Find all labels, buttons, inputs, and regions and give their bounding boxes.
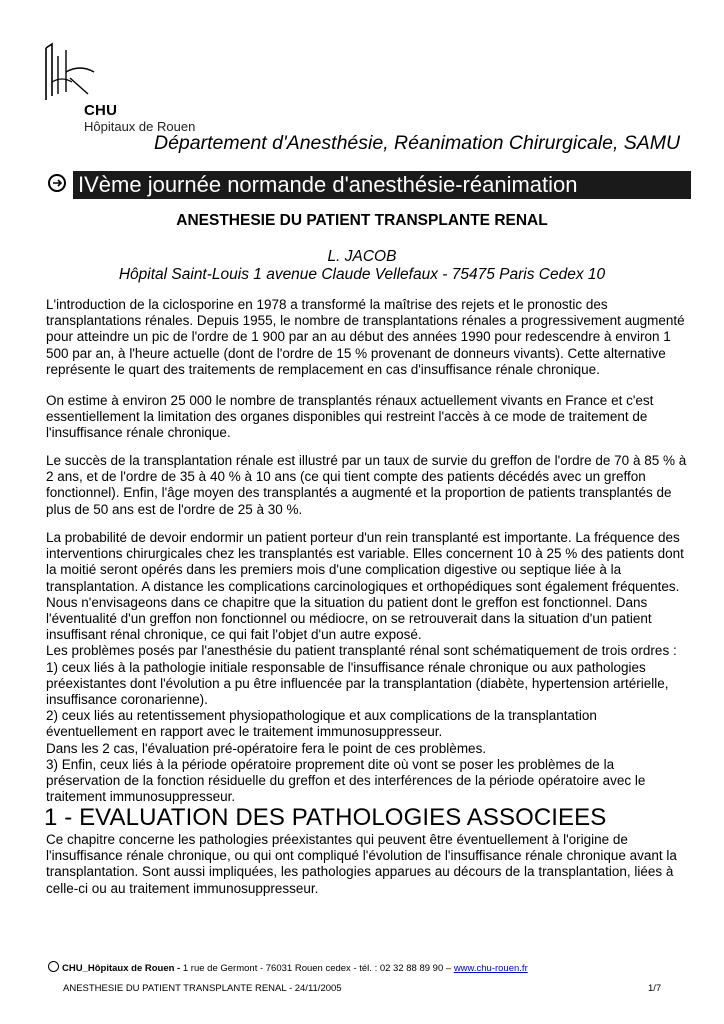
- footer-address: 1 rue de Germont - 76031 Rouen cedex - tél. : 02 32 88 89 90 –: [180, 963, 454, 974]
- article-title: ANESTHESIE DU PATIENT TRANSPLANTE RENAL: [176, 212, 548, 229]
- article-author: L. JACOB: [327, 248, 397, 265]
- paragraph-text: Ce chapitre concerne les pathologies préexistantes qui peuvent être éventuellement à l'origine de l'insuffisance rénale chronique, ou qui ont compliqué l'évolution de l'insuffisance rénale chronique avant la transplantation. Sont aussi impliquées, les pathologies apparues au décours de la transplantation, liées à celle-ci ou au traitement immunosuppresseur.: [46, 832, 677, 896]
- paragraph-probability: [46, 530, 690, 805]
- section-heading: 1 - EVALUATION DES PATHOLOGIES ASSOCIEES: [44, 804, 607, 831]
- footer-org: CHU_Hôpitaux de Rouen -: [62, 963, 181, 974]
- article-affiliation: Hôpital Saint-Louis 1 avenue Claude Vellefaux - 75475 Paris Cedex 10: [118, 266, 606, 283]
- paragraph-text: Dans les 2 cas, l'évaluation pré-opératoire fera le point de ces problèmes.: [46, 740, 487, 756]
- paragraph-text: 2) ceux liés au retentissement physiopathologique et aux complications de la transplantation éventuellement en rapport avec le traitement immunosuppresseur.: [46, 708, 597, 740]
- paragraph-intro: [46, 297, 690, 378]
- footer-contact: [48, 961, 528, 974]
- paragraph-text: Les problèmes posés par l'anesthésie du patient transplanté rénal sont schématiquement de trois ordres :: [46, 643, 677, 659]
- chu-name: CHU: [84, 102, 118, 119]
- paragraph-section: [46, 832, 690, 897]
- chu-subtitle: Hôpitaux de Rouen: [84, 119, 196, 134]
- chu-logo: [40, 42, 196, 142]
- paragraph-estimate: [46, 393, 690, 442]
- footer-doc-ref: ANESTHESIE DU PATIENT TRANSPLANTE RENAL - 24/11/2005: [63, 983, 342, 994]
- arrow-circle-icon: [48, 174, 66, 192]
- event-banner-text: IVème journée normande d'anesthésie-réanimation: [73, 171, 691, 199]
- footer-page-number: 1/7: [648, 983, 662, 994]
- event-banner: [48, 171, 691, 199]
- paragraph-text: L'introduction de la ciclosporine en 1978 a transformé la maîtrise des rejets et le pronostic des transplantations rénales. Depuis 1955, le nombre de transplantations rénales a progressivement augmenté pour atteindre un pic de l'ordre de 1 900 par an au début des années 1990 pour redescendre à environ 1 500 par an, à l'heure actuelle (dont de l'ordre de 15 % provenant de donneurs vivants). Cette alternative représente le quart des traitements de remplacement en cas d'insuffisance rénale chronique.: [46, 297, 685, 377]
- paragraph-text: On estime à environ 25 000 le nombre de transplantés rénaux actuellement vivants en France et c'est essentiellement la limitation des organes disponibles qui restreint l'accès à ce mode de traitement de l'insuffisance rénale chronique.: [46, 393, 654, 441]
- department-heading: Département d'Anesthésie, Réanimation Chirurgicale, SAMU: [154, 132, 681, 154]
- paragraph-text: Le succès de la transplantation rénale est illustré par un taux de survie du greffon de l'ordre de 70 à 85 % à 2 ans, et de l'ordre de 35 à 40 % à 10 ans (ce qui tient compte des patients décédés avec un greffon fonctionnel). Enfin, l'âge moyen des transplantés a augmenté et la proportion de patients transplantés de plus de 50 ans est de l'ordre de 25 à 30 %.: [46, 453, 687, 517]
- footer-website-link[interactable]: www.chu-rouen.fr: [453, 963, 528, 974]
- paragraph-text: La probabilité de devoir endormir un patient porteur d'un rein transplanté est importante. La fréquence des interventions chirurgicales chez les transplantés est variable. Elles concernent 10 à 25 % des patients dont la moitié seront opérés dans les premiers mois d'une complication digestive ou septique liée à la transplantation. A distance les complications carcinologiques et orthopédiques sont également fréquentes. Nous n'envisageons dans ce chapitre que la situation du patient dont le greffon est fonctionnel. Dans l'éventualité d'un greffon non fonctionnel ou médiocre, on se retrouverait dans la situation d'un patient insuffisant rénal chronique, ce qui fait l'objet d'un autre exposé.: [46, 530, 684, 643]
- arrow-circle-icon: [48, 961, 59, 972]
- paragraph-text: 1) ceux liés à la pathologie initiale responsable de l'insuffisance rénale chronique ou aux pathologies préexistantes dont l'évolution a pu être influencée par la transplantation (diabète, hypertension artérielle, insuffisance coronarienne).: [46, 659, 669, 708]
- paragraph-success: [46, 453, 690, 518]
- paragraph-text: 3) Enfin, ceux liés à la période opératoire proprement dite où vont se poser les problèmes de la préservation de la fonction résiduelle du greffon et des interférences de la période opératoire avec le traitement immunosuppresseur.: [46, 756, 646, 805]
